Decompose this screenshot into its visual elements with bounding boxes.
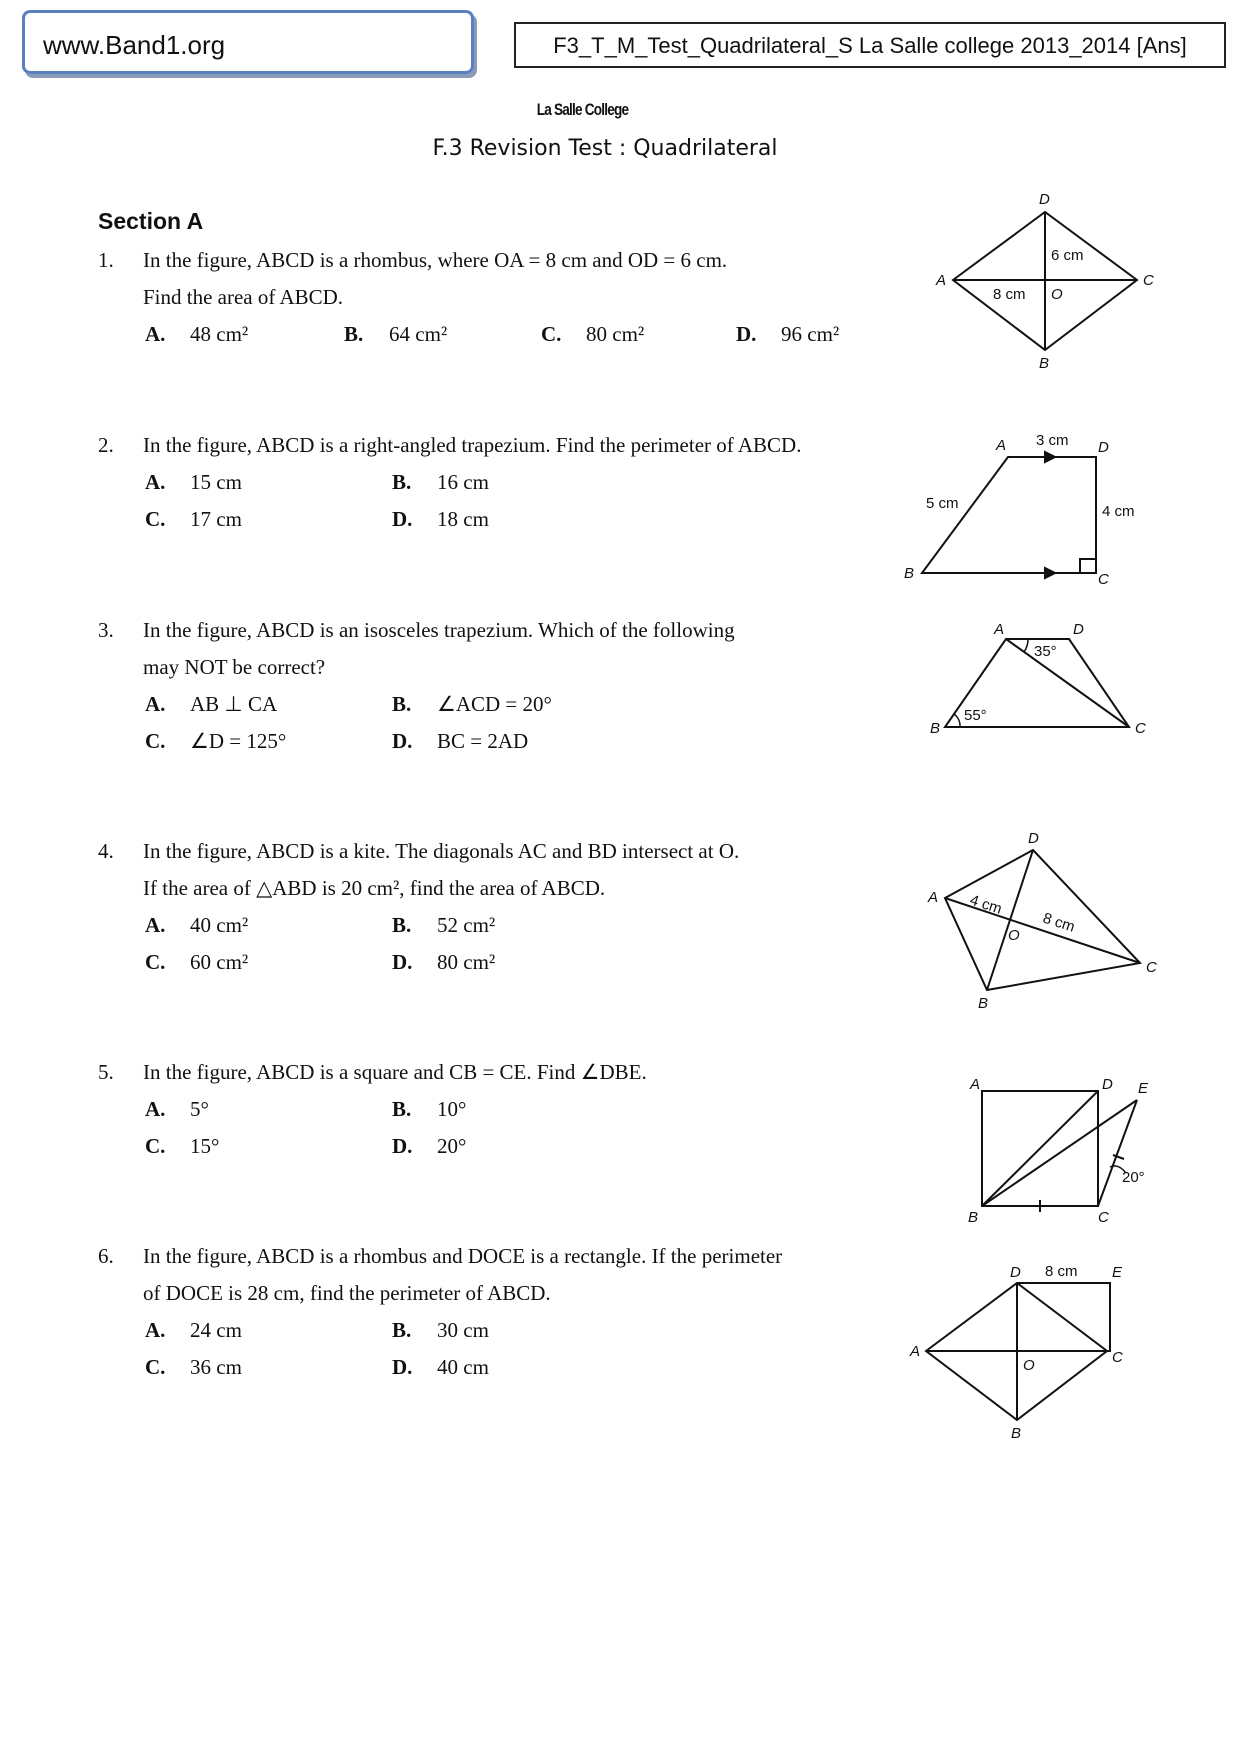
option-label: D.	[392, 1355, 413, 1379]
figure-5-square	[968, 1076, 1149, 1226]
option-label: A.	[145, 1318, 166, 1342]
label-a: A	[910, 1343, 921, 1360]
label-b: B	[1039, 355, 1050, 372]
label-d: D	[1028, 830, 1039, 847]
question-text: In the figure, ABCD is a square and CB = CE. Find ∠DBE.	[143, 1060, 647, 1084]
option-label: C.	[541, 322, 562, 346]
question-text: In the figure, ABCD is a right-angled trapezium. Find the perimeter of ABCD.	[143, 433, 802, 457]
question-text: In the figure, ABCD is a rhombus and DOCE is a rectangle. If the perimeter	[143, 1244, 783, 1268]
option-text: 20°	[437, 1134, 467, 1158]
label-a: A	[994, 621, 1005, 638]
label-oa: 8 cm	[993, 286, 1026, 303]
option-label: D.	[392, 1134, 413, 1158]
label-ad: 3 cm	[1036, 432, 1069, 449]
option-label: A.	[145, 322, 166, 346]
document-title-box: F3_T_M_Test_Quadrilateral_S La Salle college 2013_2014 [Ans]	[514, 22, 1226, 68]
label-a: A	[970, 1076, 981, 1093]
option-label: B.	[392, 1097, 412, 1121]
label-b: B	[978, 995, 989, 1012]
label-c: C	[1112, 1349, 1123, 1366]
option-text: 60 cm²	[190, 950, 249, 974]
test-title: F.3 Revision Test : Quadrilateral	[432, 136, 778, 161]
label-c: C	[1098, 571, 1109, 588]
option-label: C.	[145, 950, 166, 974]
option-text: 36 cm	[190, 1355, 242, 1379]
option-text: 5°	[190, 1097, 209, 1121]
option-text: 16 cm	[437, 470, 489, 494]
option-label: C.	[145, 1355, 166, 1379]
option-text: 18 cm	[437, 507, 489, 531]
option-text: 48 cm²	[190, 322, 249, 346]
option-text: 24 cm	[190, 1318, 242, 1342]
label-d: D	[1039, 191, 1050, 208]
option-text: 30 cm	[437, 1318, 489, 1342]
label-b: B	[930, 720, 941, 737]
option-text: BC = 2AD	[437, 729, 529, 753]
label-a: A	[996, 437, 1007, 454]
label-a: A	[936, 272, 947, 289]
option-label: B.	[344, 322, 364, 346]
label-angle-55: 55°	[964, 707, 987, 724]
label-ao: 4 cm	[967, 891, 1004, 918]
figure-3-isosceles-trapezium	[930, 621, 1146, 737]
option-text: 15 cm	[190, 470, 242, 494]
label-b: B	[968, 1209, 979, 1226]
option-label: A.	[145, 913, 166, 937]
question-text: In the figure, ABCD is a rhombus, where OA = 8 cm and OD = 6 cm.	[143, 248, 728, 272]
option-text: 40 cm	[437, 1355, 489, 1379]
label-angle-35: 35°	[1034, 643, 1057, 660]
figure-6-rhombus-rectangle	[909, 1263, 1123, 1442]
option-label: C.	[145, 1134, 166, 1158]
option-label: D.	[392, 729, 413, 753]
option-text: 52 cm²	[437, 913, 496, 937]
option-text: 80 cm²	[586, 322, 645, 346]
question-number: 2.	[98, 433, 114, 457]
option-label: D.	[392, 950, 413, 974]
label-a: A	[928, 889, 939, 906]
label-od: 6 cm	[1051, 247, 1084, 264]
option-text: 80 cm²	[437, 950, 496, 974]
option-text: 96 cm²	[781, 322, 840, 346]
question-text: Find the area of ABCD.	[143, 285, 344, 309]
school-name: La Salle College	[536, 100, 629, 119]
question-text: In the figure, ABCD is a kite. The diagonals AC and BD intersect at O.	[143, 839, 740, 863]
option-label: A.	[145, 470, 166, 494]
label-b: B	[904, 565, 915, 582]
option-label: D.	[392, 507, 413, 531]
option-text: AB ⊥ CA	[190, 692, 278, 716]
option-text: 17 cm	[190, 507, 242, 531]
label-e: E	[1112, 1264, 1123, 1281]
figure-4-kite	[927, 830, 1157, 1012]
label-c: C	[1098, 1209, 1109, 1226]
question-text: may NOT be correct?	[143, 655, 326, 679]
option-label: C.	[145, 729, 166, 753]
label-c: C	[1146, 959, 1157, 976]
label-o: O	[1023, 1357, 1035, 1374]
option-label: B.	[392, 692, 412, 716]
question-number: 3.	[98, 618, 114, 642]
figure-2-trapezium	[904, 432, 1135, 588]
option-text: 15°	[190, 1134, 220, 1158]
option-label: A.	[145, 1097, 166, 1121]
question-text: of DOCE is 28 cm, find the perimeter of ABCD.	[143, 1281, 551, 1305]
question-number: 5.	[98, 1060, 114, 1084]
option-text: 10°	[437, 1097, 467, 1121]
section-heading: Section A	[98, 208, 204, 234]
label-dc: 4 cm	[1102, 503, 1135, 520]
label-ab: 5 cm	[926, 495, 959, 512]
label-d: D	[1073, 621, 1084, 638]
label-c: C	[1135, 720, 1146, 737]
option-label: D.	[736, 322, 757, 346]
question-text: If the area of △ABD is 20 cm², find the area of ABCD.	[143, 876, 606, 900]
label-e: E	[1138, 1080, 1149, 1097]
label-b: B	[1011, 1425, 1022, 1442]
label-d: D	[1098, 439, 1109, 456]
option-label: B.	[392, 470, 412, 494]
option-label: B.	[392, 913, 412, 937]
label-o: O	[1051, 286, 1063, 303]
label-d: D	[1010, 1264, 1021, 1281]
label-o: O	[1008, 927, 1020, 944]
question-number: 6.	[98, 1244, 114, 1268]
question-number: 4.	[98, 839, 114, 863]
label-d: D	[1102, 1076, 1113, 1093]
figure-1-rhombus	[935, 191, 1154, 372]
site-url-box[interactable]: www.Band1.org	[22, 10, 474, 74]
question-number: 1.	[98, 248, 114, 272]
label-de: 8 cm	[1045, 1263, 1078, 1280]
label-c: C	[1143, 272, 1154, 289]
label-angle-20: 20°	[1122, 1169, 1145, 1186]
option-text: 64 cm²	[389, 322, 448, 346]
option-label: C.	[145, 507, 166, 531]
option-label: B.	[392, 1318, 412, 1342]
option-label: A.	[145, 692, 166, 716]
option-text: ∠D = 125°	[190, 729, 287, 753]
option-text: 40 cm²	[190, 913, 249, 937]
option-text: ∠ACD = 20°	[437, 692, 552, 716]
question-text: In the figure, ABCD is an isosceles trapezium. Which of the following	[143, 618, 735, 642]
label-oc: 8 cm	[1040, 909, 1077, 936]
